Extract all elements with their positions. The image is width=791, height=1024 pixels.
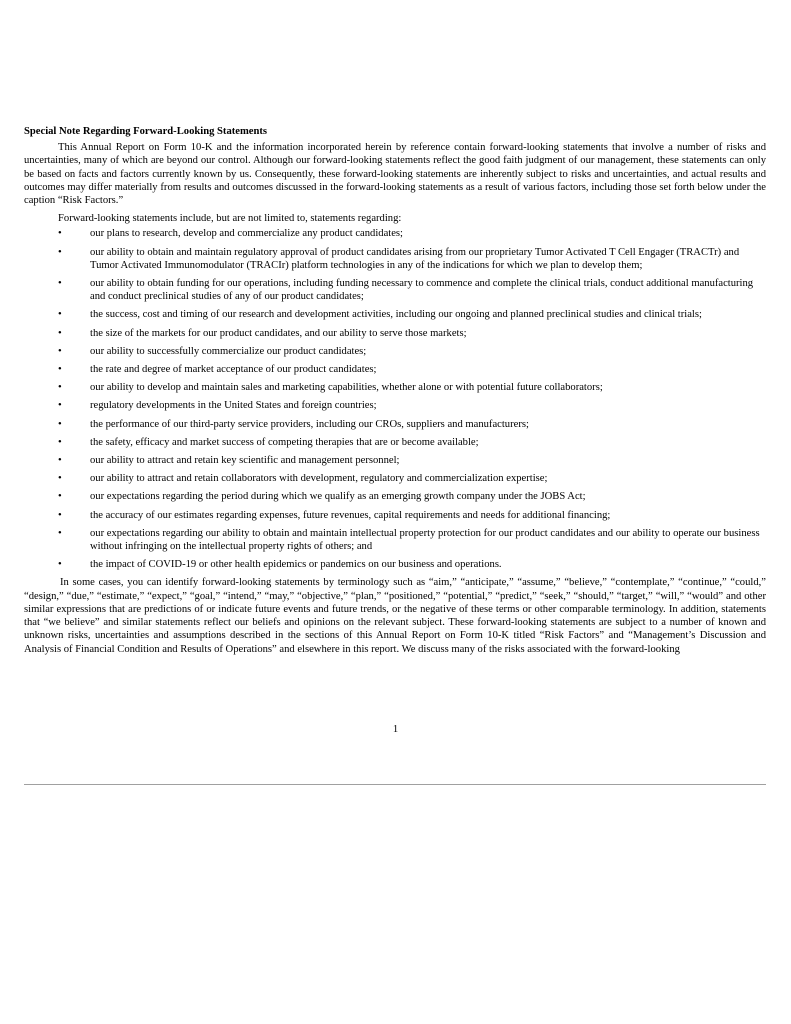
list-item (24, 527, 766, 553)
list-item (24, 399, 766, 412)
bullet-icon: • (58, 278, 62, 290)
list-item-text: our expectations regarding the period during which we qualify as an emerging growth company under the JOBS Act; (90, 491, 586, 503)
bullet-icon: • (58, 473, 62, 485)
list-item-text: our ability to obtain and maintain regulatory approval of product candidates arising from our proprietary Tumor Activated T Cell Engager (TRACTr) and Tumor Activated Immunomodulator (TRACIr) platform technologies in any of the indications for which we plan to develop them; (90, 246, 740, 271)
bullet-icon: • (58, 382, 62, 394)
list-item (24, 227, 766, 240)
bullet-icon: • (58, 491, 62, 503)
list-item-text: regulatory developments in the United States and foreign countries; (90, 400, 377, 412)
bullet-icon: • (58, 246, 62, 258)
list-item-text: the rate and degree of market acceptance of our product candidates; (90, 364, 377, 376)
list-item (24, 277, 766, 303)
list-item-text: our ability to obtain funding for our operations, including funding necessary to commence and complete the clinical trials, conduct additional manufacturing and conduct preclinical studies of any of our product candidates; (90, 278, 754, 303)
list-intro: Forward-looking statements include, but are not limited to, statements regarding: (58, 213, 402, 225)
list-item (24, 454, 766, 467)
list-item-text: the performance of our third-party service providers, including our CROs, suppliers and manufacturers; (90, 418, 529, 430)
list-item-text: the size of the markets for our product candidates, and our ability to serve those markets; (90, 327, 467, 339)
bullet-icon: • (58, 436, 62, 448)
list-item (24, 246, 766, 272)
list-item (24, 381, 766, 394)
list-item (24, 490, 766, 503)
terminology-paragraph: In some cases, you can identify forward-looking statements by terminology such as “aim,” “anticipate,” “assume,” “believe,” “contemplate,” “continue,” “could,” “design,” “due,” “estimate,” “expect,” “goal,” “intend,” “may,” “objective,” “plan,” “positioned,” “potential,” “predict,” “seek,” “should,” “target,” “will,” “would” and other similar expressions that are predictions of or indicate future events and future trends, or the negative of these terms or other comparable terminology. In addition, statements that “we believe” and similar statements reflect our beliefs and opinions on the relevant subject. These forward-looking statements are subject to a number of known and unknown risks, uncertainties and assumptions described in the sections of this Annual Report on Form 10-K titled “Risk Factors” and “Management’s Discussion and Analysis of Financial Condition and Results of Operations” and elsewhere in this report. We discuss many of the risks associated with the forward-looking (24, 577, 766, 655)
list-item-text: our ability to attract and retain key scientific and management personnel; (90, 455, 400, 467)
list-item (24, 308, 766, 321)
list-item-text: our ability to develop and maintain sales and marketing capabilities, whether alone or with potential future collaborators; (90, 382, 603, 394)
bullet-icon: • (58, 327, 62, 339)
list-item-text: the success, cost and timing of our research and development activities, including our ongoing and planned preclinical studies and clinical trials; (90, 309, 702, 321)
list-item (24, 363, 766, 376)
forward-looking-list (24, 227, 766, 571)
list-item-text: the accuracy of our estimates regarding expenses, future revenues, capital requirements and needs for additional financing; (90, 509, 611, 521)
list-item-text: our ability to attract and retain collaborators with development, regulatory and commercialization expertise; (90, 473, 548, 485)
page-number: 1 (392, 724, 399, 735)
list-item (24, 436, 766, 449)
list-item-text: the impact of COVID-19 or other health epidemics or pandemics on our business and operations. (90, 559, 502, 571)
bullet-icon: • (58, 559, 62, 571)
bullet-icon: • (58, 527, 62, 539)
bullet-icon: • (58, 364, 62, 376)
bullet-icon: • (58, 228, 62, 240)
intro-paragraph: This Annual Report on Form 10-K and the information incorporated herein by reference contain forward-looking statements that involve a number of risks and uncertainties, many of which are beyond our control. Although our forward-looking statements reflect the good faith judgment of our management, these statements can only be based on facts and factors currently known by us. Consequently, these forward-looking statements are inherently subject to risks and uncertainties, and actual results and outcomes may differ materially from results and outcomes discussed in the forward-looking statements as a result of various factors, including those set forth below under the caption “Risk Factors.” (24, 142, 766, 207)
bullet-icon: • (58, 509, 62, 521)
bullet-icon: • (58, 418, 62, 430)
section-heading: Special Note Regarding Forward-Looking Statements (24, 126, 268, 137)
page-divider (24, 784, 766, 785)
list-item (24, 558, 766, 571)
document-page (24, 125, 766, 656)
list-item (24, 509, 766, 522)
bullet-icon: • (58, 345, 62, 357)
list-item (24, 327, 766, 340)
list-item-text: the safety, efficacy and market success of competing therapies that are or become available; (90, 436, 479, 448)
list-item (24, 418, 766, 431)
list-item-text: our expectations regarding our ability to obtain and maintain intellectual property protection for our product candidates and our ability to operate our business without infringing on the intellectual property rights of others; and (90, 527, 760, 553)
bullet-icon: • (58, 309, 62, 321)
list-item (24, 472, 766, 485)
bullet-icon: • (58, 455, 62, 467)
bullet-icon: • (58, 400, 62, 412)
list-item-text: our ability to successfully commercialize our product candidates; (90, 345, 367, 357)
list-item-text: our plans to research, develop and commercialize any product candidates; (90, 228, 403, 240)
list-item (24, 345, 766, 358)
